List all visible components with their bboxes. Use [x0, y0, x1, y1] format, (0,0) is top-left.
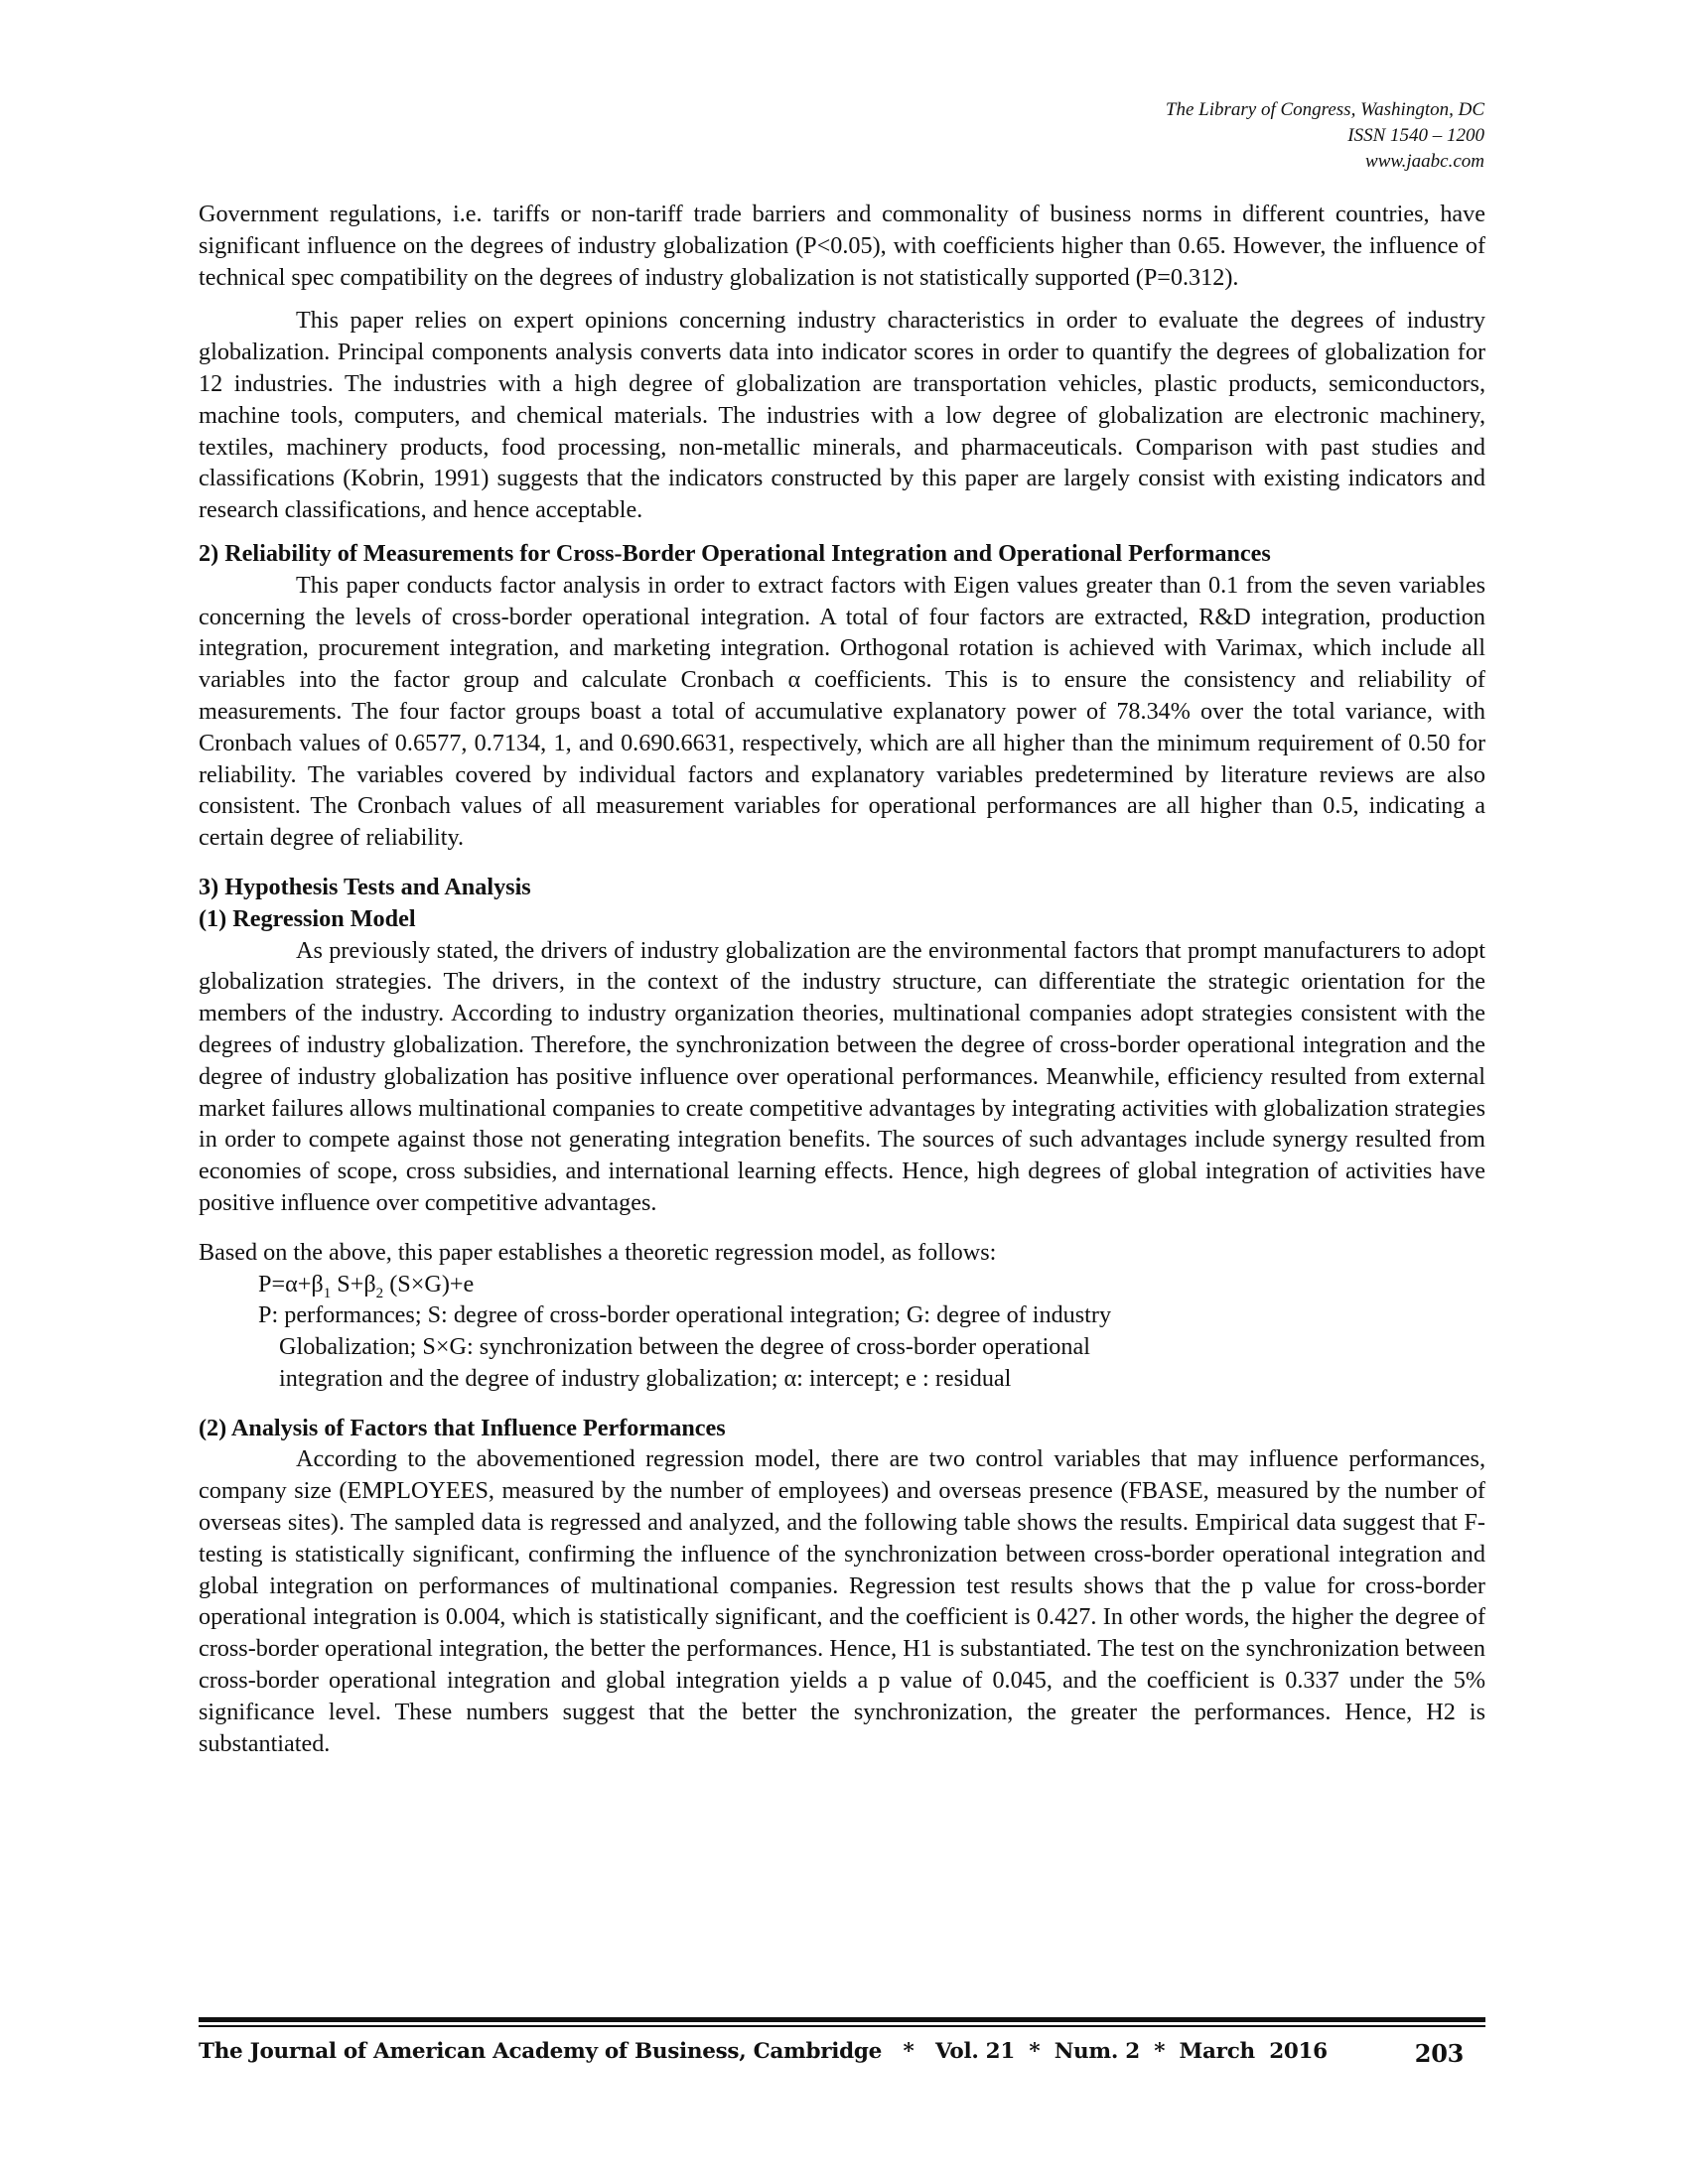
definitions-line-3: integration and the degree of industry globalization; α: intercept; e : residual [279, 1364, 1012, 1392]
header-line-issn: ISSN 1540 – 1200 [1347, 125, 1484, 146]
paragraph-expert-opinions: This paper relies on expert opinions concerning industry characteristics in order to evaluate the degrees of industry globalization. Principal components analysis converts data into indicator scores in order to quantify the degrees of globalization for 12 industries. The industries with a high degree of globalization are transportation vehicles, plastic products, semiconductors, machine tools, computers, and chemical materials. The industries with a low degree of globalization are electronic machinery, textiles, machinery products, food processing, non-metallic minerals, and pharmaceuticals. Comparison with past studies and classifications (Kobrin, 1991) suggests that the indicators constructed by this paper are largely consist with existing indicators and research classifications, and hence acceptable. [199, 307, 1485, 524]
footer-row [199, 2039, 1485, 2068]
article-body [199, 199, 1485, 1759]
paragraph-government-regulations: Government regulations, i.e. tariffs or non-tariff trade barriers and commonality of business norms in different countries, have significant influence on the degrees of industry globalization (P<0.05), with coefficients higher than 0.65. However, the influence of technical spec compatibility on the degrees of industry globalization is not statistically supported (P=0.312). [199, 201, 1485, 291]
formula-subscript-2: 2 [375, 1285, 384, 1301]
page-number: 203 [1414, 2039, 1464, 2068]
subsection-heading-regression-model: (1) Regression Model [199, 904, 416, 932]
formula-subscript-1: 1 [323, 1285, 332, 1301]
variable-definitions [258, 1299, 1485, 1394]
paragraph-industry-drivers: As previously stated, the drivers of industry globalization are the environmental factors that prompt manufacturers to adopt globalization strategies. The drivers, in the context of the industry structure, can differentiate the strategic orientation for the members of the industry. According to industry organization theories, multinational companies adopt strategies consistent with the degrees of industry globalization. Therefore, the synchronization between the degree of cross-border operational integration and the degree of industry globalization has positive influence over operational performances. Meanwhile, efficiency resulted from external market failures allows multinational companies to create competitive advantages by integrating activities with globalization strategies in order to compete against those not generating integration benefits. The sources of such advantages include synergy resulted from economies of scope, cross subsidies, and international learning effects. Hence, high degrees of global integration of activities have positive influence over competitive advantages. [199, 936, 1485, 1216]
header-line-website: www.jaabc.com [1365, 151, 1484, 172]
paragraph-performance-analysis: According to the abovementioned regression model, there are two control variables that may influence performances, company size (EMPLOYEES, measured by the number of employees) and overseas presence (FBASE, measured by the number of overseas sites). The sampled data is regressed and analyzed, and the following table shows the results. Empirical data suggest that F-testing is statistically significant, confirming the influence of the synchronization between cross-border operational integration and global integration on performances of multinational companies. Regression test results shows that the p value for cross-border operational integration is 0.004, which is statistically significant, and the coefficient is 0.427. In other words, the higher the degree of cross-border operational integration, the better the performances. Hence, H1 is substantiated. The test on the synchronization between cross-border operational integration and global integration yields a p value of 0.045, and the coefficient is 0.337 under the 5% significance level. These numbers suggest that the better the synchronization, the greater the performances. Hence, H2 is substantiated. [199, 1445, 1485, 1757]
regression-formula [258, 1269, 1485, 1300]
running-header [1166, 97, 1484, 175]
definitions-line-2: Globalization; S×G: synchronization between the degree of cross-border operational [279, 1333, 1090, 1361]
subsection-heading-performance-factors: (2) Analysis of Factors that Influence Performances [199, 1414, 726, 1441]
paragraph-factor-analysis: This paper conducts factor analysis in order to extract factors with Eigen values greater than 0.1 from the seven variables concerning the levels of cross-border operational integration. A total of four factors are extracted, R&D integration, production integration, procurement integration, and marketing integration. Orthogonal rotation is achieved with Varimax, which include all variables into the factor group and calculate Cronbach α coefficients. This is to ensure the consistency and reliability of measurements. The four factor groups boast a total of accumulative explanatory power of 78.34% over the total variance, with Cronbach values of 0.6577, 0.7134, 1, and 0.690.6631, respectively, which are all higher than the minimum requirement of 0.50 for reliability. The variables covered by individual factors and explanatory variables predetermined by literature reviews are also consistent. The Cronbach values of all measurement variables for operational performances are all higher than 0.5, indicating a certain degree of reliability. [199, 571, 1485, 852]
footer-journal-citation: The Journal of American Academy of Business, Cambridge * Vol. 21 * Num. 2 * March 2016 [199, 2039, 1328, 2064]
formula-part-1: P=α+β [258, 1270, 324, 1297]
formula-part-2: S+β [331, 1270, 376, 1297]
footer-rule-thick [199, 2017, 1485, 2022]
section-heading-reliability: 2) Reliability of Measurements for Cross-Border Operational Integration and Operational Performances [199, 539, 1271, 567]
paragraph-regression-intro: Based on the above, this paper establishes a theoretic regression model, as follows: [199, 1238, 997, 1266]
page-footer [199, 2017, 1485, 2068]
footer-rule-thin [199, 2025, 1485, 2027]
formula-part-3: (S×G)+e [383, 1270, 475, 1297]
header-line-library: The Library of Congress, Washington, DC [1165, 99, 1484, 120]
section-heading-hypothesis-tests: 3) Hypothesis Tests and Analysis [199, 873, 531, 900]
definitions-line-1: P: performances; S: degree of cross-border operational integration; G: degree of industry [258, 1301, 1112, 1329]
